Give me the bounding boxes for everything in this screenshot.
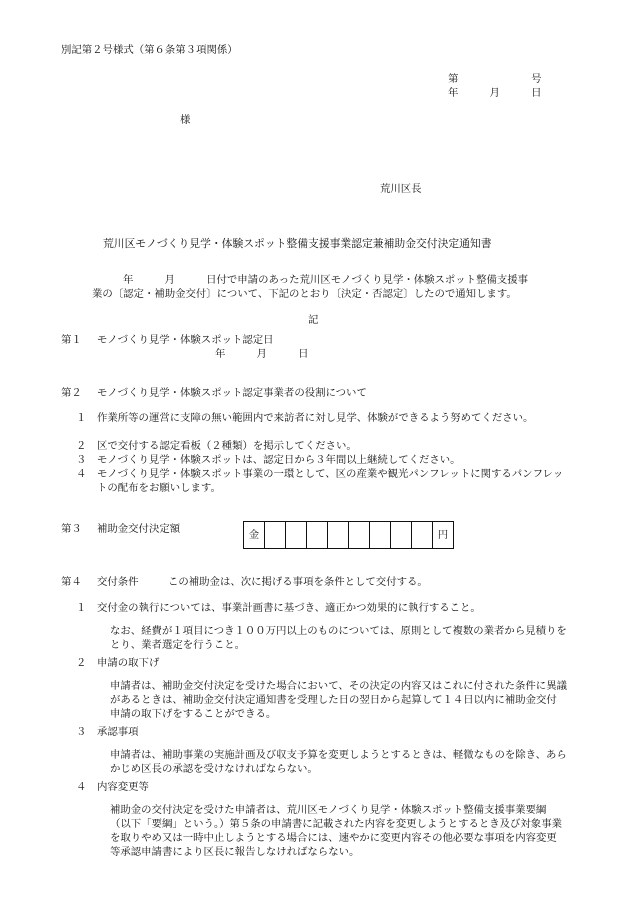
section-1-number: 第１	[61, 334, 82, 346]
amount-digit-cell	[349, 522, 370, 549]
amount-digit-cell	[286, 522, 307, 549]
ki-heading: 記	[308, 314, 319, 326]
document-title: 荒川区モノづくり見学・体験スポット整備支援事業認定兼補助金交付決定通知書	[103, 237, 492, 250]
amount-digit-cell	[412, 522, 433, 549]
issuer-name: 荒川区長	[380, 183, 422, 195]
section-4-item-1-note: なお、経費が１項目につき１００万円以上のものについては、原則として複数の業者から見積りをとり、業者選定を行うこと。	[110, 625, 567, 651]
section-4-item-3-number: ３	[76, 726, 87, 738]
section-4-lead: この補助金は、次に掲げる事項を条件として交付する。	[168, 576, 428, 588]
section-4-item-1-number: １	[76, 602, 87, 614]
amount-digit-cell	[391, 522, 412, 549]
grant-amount-box	[243, 521, 454, 549]
document-date: 年 月 日	[448, 87, 542, 99]
section-4-item-4-number: ４	[76, 781, 87, 793]
intro-line-2: 業の〔認定・補助金交付〕について、下記のとおり〔決定・否認定〕したので通知します。	[92, 288, 517, 300]
section-2-item-2-text: 区で交付する認定看板（２種類）を掲示してください。	[97, 440, 357, 452]
section-1-date: 年 月 日	[215, 348, 309, 360]
section-2-item-4-text: モノづくり見学・体験スポット事業の一環として、区の産業や観光パンフレットに関するパンフレットの配布をお願いします。	[97, 468, 564, 494]
addressee-suffix: 様	[180, 114, 191, 126]
section-2-number: 第２	[61, 387, 82, 399]
section-4-item-4-body: 補助金の交付決定を受けた申請者は、荒川区モノづくり見学・体験スポット整備支援事業要綱（以下「要綱」という。）第５条の申請書に記載された内容を変更しようとするとき及び対象事業を取りやめ又は一時中止しようとする場合には、速やかに変更内容その他必要な事項を内容変更等承認申請書により区長に報告しなければならない。	[110, 804, 562, 858]
section-1-title: モノづくり見学・体験スポット認定日	[97, 334, 274, 346]
section-2-item-4-number: ４	[76, 468, 87, 480]
amount-suffix-cell: 円	[433, 522, 454, 549]
section-2-title: モノづくり見学・体験スポット認定事業者の役割について	[97, 387, 367, 399]
amount-digit-cell	[370, 522, 391, 549]
amount-digit-cell	[307, 522, 328, 549]
section-2-item-3-number: ３	[76, 454, 87, 466]
section-2-item-2-number: ２	[76, 440, 87, 452]
section-4-item-4-heading: 内容変更等	[97, 781, 149, 793]
section-4-title: 交付条件	[97, 576, 139, 588]
section-4-item-3-body: 申請者は、補助事業の実施計画及び収支予算を変更しようとするときは、軽微なものを除き、あらかじめ区長の承認を受けなければならない。	[110, 749, 567, 775]
section-3-title: 補助金交付決定額	[97, 523, 181, 535]
amount-digit-cell	[328, 522, 349, 549]
intro-line-1: 年 月 日付で申請のあった荒川区モノづくり見学・体験スポット整備支援事	[123, 274, 529, 286]
section-3-number: 第３	[61, 523, 82, 535]
section-4-item-1-text: 交付金の執行については、事業計画書に基づき、適正かつ効果的に執行すること。	[97, 602, 481, 614]
section-4-item-3-heading: 承認事項	[97, 726, 139, 738]
document-number: 第 号	[448, 73, 542, 85]
section-2-item-1-text: 作業所等の運営に支障の無い範囲内で来訪者に対し見学、体験ができるよう努めてください。	[97, 412, 534, 424]
amount-prefix-cell: 金	[244, 522, 265, 549]
amount-digit-cell	[265, 522, 286, 549]
section-4-number: 第４	[61, 576, 82, 588]
section-4-item-2-number: ２	[76, 657, 87, 669]
section-2-item-3-text: モノづくり見学・体験スポットは、認定日から３年間以上継続してください。	[97, 454, 461, 466]
section-4-item-2-heading: 申請の取下げ	[97, 657, 160, 669]
section-2-item-1-number: １	[76, 412, 87, 424]
section-4-item-2-body: 申請者は、補助金交付決定を受けた場合において、その決定の内容又はこれに付された条件に異議があるときは、補助金交付決定通知書を受理した日の翌日から起算して１４日以内に補助金交付申請の取下げをすることができる。	[110, 680, 567, 720]
form-label: 別記第２号様式（第６条第３項関係）	[61, 44, 238, 56]
